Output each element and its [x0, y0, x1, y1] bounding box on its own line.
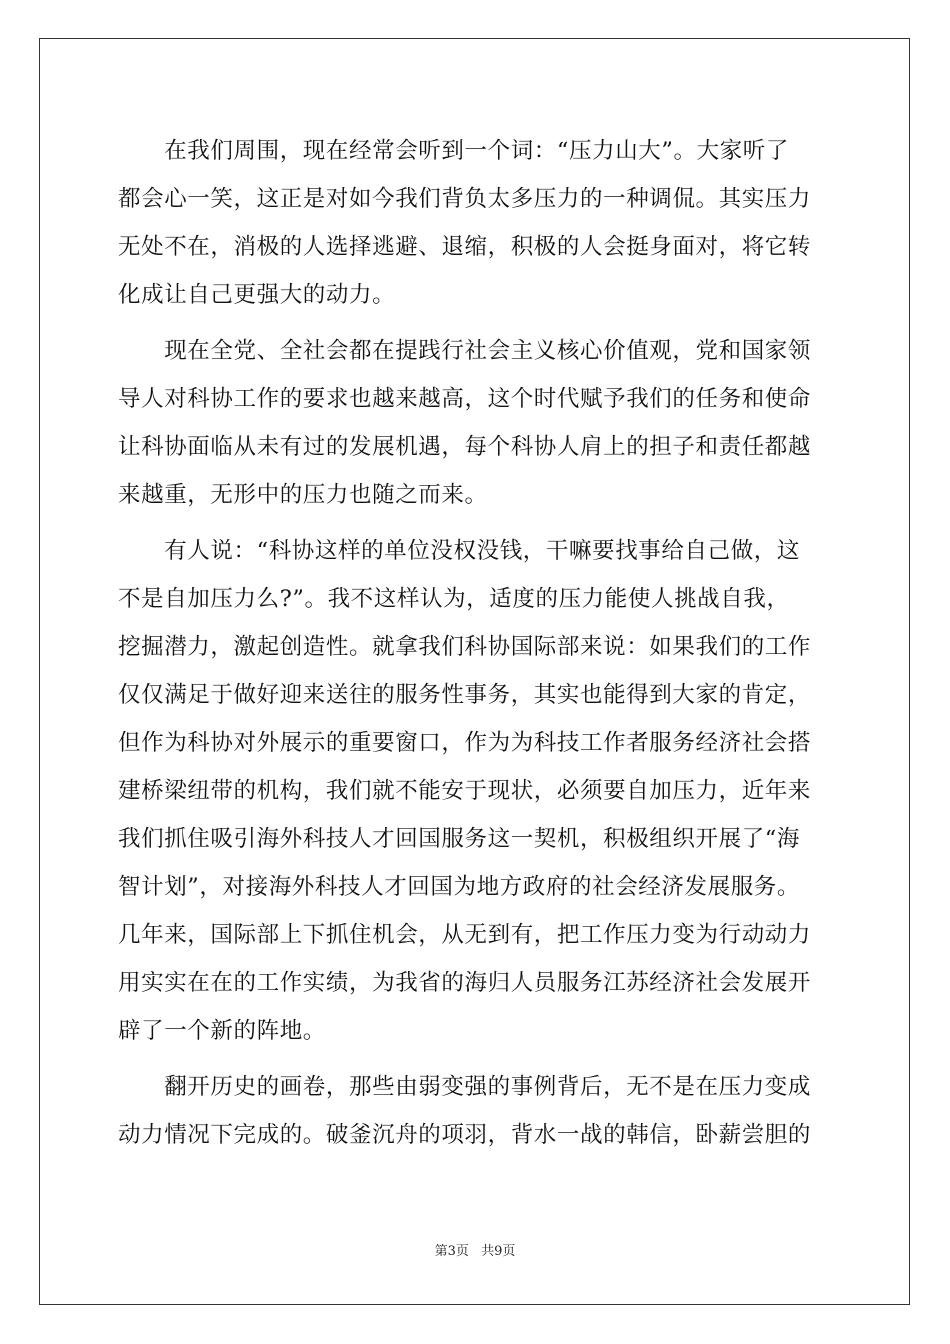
text-line: 建桥梁纽带的机构，我们就不能安于现状，必须要自加压力，近年来: [118, 778, 812, 804]
text-line: 有人说：“科协这样的单位没权没钱，干嘛要找事给自己做，这: [118, 538, 801, 564]
text-line: 在我们周围，现在经常会听到一个词：“压力山大”。大家听了: [118, 138, 790, 164]
text-line: 来越重，无形中的压力也随之而来。: [118, 482, 488, 508]
page-number: 第3页: [434, 1244, 469, 1259]
text-line: 导人对科协工作的要求也越来越高，这个时代赋予我们的任务和使命: [118, 386, 812, 412]
page-border: [39, 38, 910, 1305]
text-line: 让科协面临从未有过的发展机遇，每个科协人肩上的担子和责任都越: [118, 434, 812, 460]
text-line: 用实实在在的工作实绩，为我省的海归人员服务江苏经济社会发展开: [118, 970, 812, 996]
text-line: 动力情况下完成的。破釜沉舟的项羽，背水一战的韩信，卧薪尝胆的: [118, 1122, 812, 1148]
text-line: 不是自加压力么?”。我不这样认为，适度的压力能使人挑战自我，: [118, 586, 790, 612]
text-line: 辟了一个新的阵地。: [118, 1018, 326, 1044]
text-line: 智计划”，对接海外科技人才回国为地方政府的社会经济发展服务。: [118, 874, 801, 900]
text-line: 化成让自己更强大的动力。: [118, 282, 396, 308]
text-line: 我们抓住吸引海外科技人才回国服务这一契机，积极组织开展了“海: [118, 826, 801, 852]
text-line: 但作为科协对外展示的重要窗口，作为为科技工作者服务经济社会搭: [118, 730, 812, 756]
text-line: 挖掘潜力，激起创造性。就拿我们科协国际部来说：如果我们的工作: [118, 634, 812, 660]
text-line: 仅仅满足于做好迎来送往的服务性事务，其实也能得到大家的肯定，: [118, 682, 812, 708]
text-line: 无处不在，消极的人选择逃避、退缩，积极的人会挺身面对，将它转: [118, 234, 812, 260]
text-line: 都会心一笑，这正是对如今我们背负太多压力的一种调侃。其实压力: [118, 186, 812, 212]
page-footer: [0, 1243, 950, 1261]
text-line: 几年来，国际部上下抓住机会，从无到有，把工作压力变为行动动力: [118, 922, 812, 948]
text-line: 现在全党、全社会都在提践行社会主义核心价值观，党和国家领: [118, 338, 812, 364]
page-total: 共9页: [481, 1244, 516, 1259]
text-line: 翻开历史的画卷，那些由弱变强的事例背后，无不是在压力变成: [118, 1074, 812, 1100]
